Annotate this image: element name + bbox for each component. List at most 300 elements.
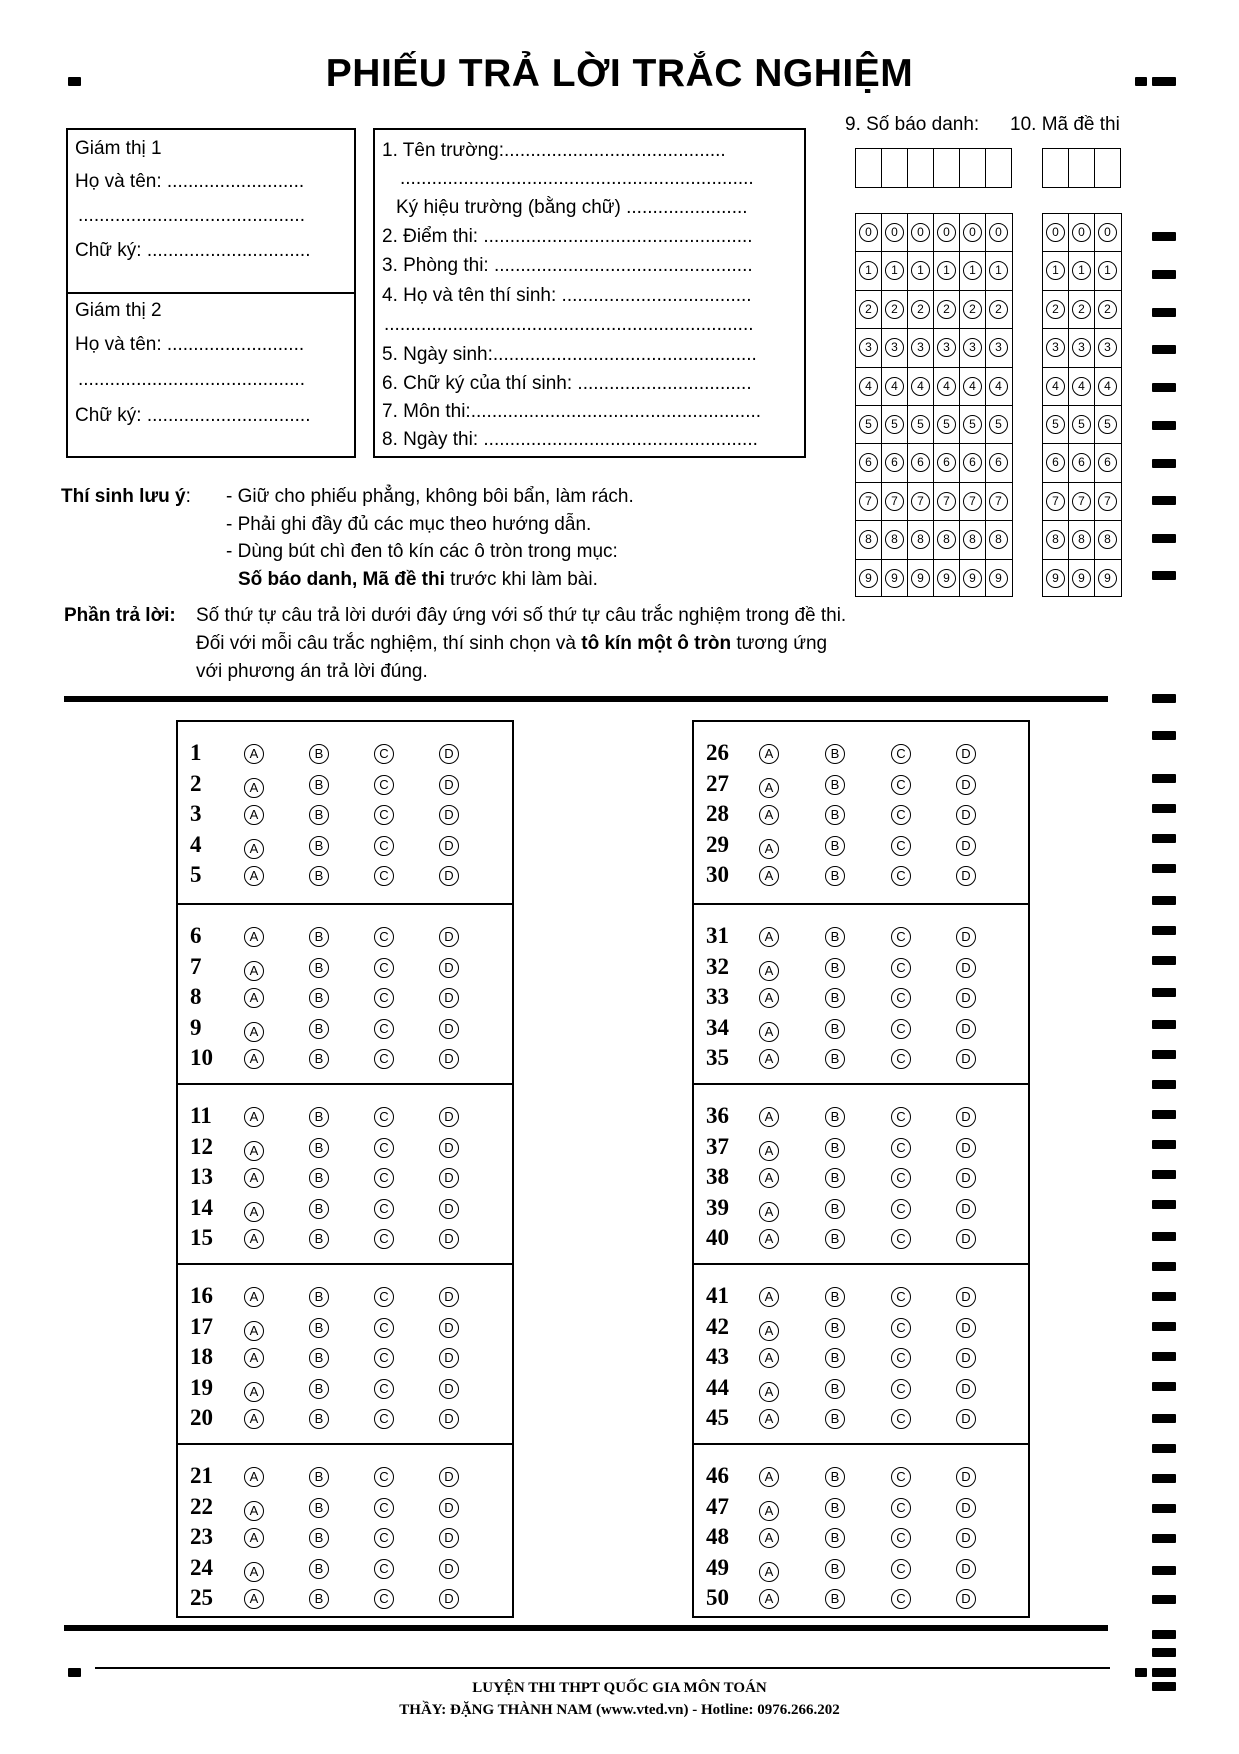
answer-bubble-a[interactable]: A xyxy=(759,1409,779,1429)
made-digit-bubble[interactable]: 8 xyxy=(1098,530,1117,549)
proctor1-sign-field[interactable]: Chữ ký: ............................... xyxy=(75,240,311,261)
sbd-digit-bubble[interactable]: 2 xyxy=(937,300,956,319)
answer-bubble-b[interactable]: B xyxy=(309,1019,329,1039)
made-digit-bubble[interactable]: 3 xyxy=(1072,338,1091,357)
answer-bubble-d[interactable]: D xyxy=(956,866,976,886)
answer-bubble-d[interactable]: D xyxy=(956,1287,976,1307)
sbd-digit-bubble[interactable]: 1 xyxy=(885,261,904,280)
answer-bubble-d[interactable]: D xyxy=(956,1589,976,1609)
answer-bubble-c[interactable]: C xyxy=(891,1498,911,1518)
answer-bubble-a[interactable]: A xyxy=(244,1287,264,1307)
answer-bubble-d[interactable]: D xyxy=(439,1348,459,1368)
sbd-digit-bubble[interactable]: 0 xyxy=(963,223,982,242)
candidate-name-cont[interactable]: ...................................................................... xyxy=(384,314,754,335)
answer-bubble-c[interactable]: C xyxy=(374,1229,394,1249)
school-code-field[interactable]: Ký hiệu trường (bằng chữ) ....................... xyxy=(396,197,748,218)
answer-bubble-a[interactable]: A xyxy=(759,778,779,798)
answer-bubble-d[interactable]: D xyxy=(956,1199,976,1219)
answer-bubble-c[interactable]: C xyxy=(891,1138,911,1158)
answer-bubble-b[interactable]: B xyxy=(825,744,845,764)
answer-bubble-c[interactable]: C xyxy=(891,1049,911,1069)
made-digit-bubble[interactable]: 9 xyxy=(1098,569,1117,588)
answer-bubble-b[interactable]: B xyxy=(825,1498,845,1518)
answer-bubble-b[interactable]: B xyxy=(309,1409,329,1429)
answer-bubble-c[interactable]: C xyxy=(374,1409,394,1429)
sbd-digit-bubble[interactable]: 1 xyxy=(911,261,930,280)
answer-bubble-c[interactable]: C xyxy=(374,1287,394,1307)
answer-bubble-b[interactable]: B xyxy=(309,866,329,886)
sbd-digit-bubble[interactable]: 8 xyxy=(885,530,904,549)
sbd-digit-bubble[interactable]: 1 xyxy=(937,261,956,280)
made-digit-bubble[interactable]: 5 xyxy=(1098,415,1117,434)
answer-bubble-a[interactable]: A xyxy=(244,1409,264,1429)
sbd-digit-bubble[interactable]: 6 xyxy=(911,453,930,472)
answer-bubble-d[interactable]: D xyxy=(439,1168,459,1188)
answer-bubble-c[interactable]: C xyxy=(891,866,911,886)
answer-bubble-c[interactable]: C xyxy=(374,1199,394,1219)
answer-bubble-d[interactable]: D xyxy=(439,1559,459,1579)
answer-bubble-a[interactable]: A xyxy=(244,1141,264,1161)
sbd-digit-bubble[interactable]: 4 xyxy=(911,377,930,396)
answer-bubble-d[interactable]: D xyxy=(439,1019,459,1039)
answer-bubble-a[interactable]: A xyxy=(244,1321,264,1341)
answer-bubble-b[interactable]: B xyxy=(825,1049,845,1069)
sbd-digit-bubble[interactable]: 9 xyxy=(911,569,930,588)
sbd-digit-bubble[interactable]: 1 xyxy=(963,261,982,280)
answer-bubble-a[interactable]: A xyxy=(759,927,779,947)
made-writein-box[interactable] xyxy=(1042,148,1069,188)
answer-bubble-c[interactable]: C xyxy=(891,958,911,978)
answer-bubble-d[interactable]: D xyxy=(439,1528,459,1548)
sbd-digit-bubble[interactable]: 3 xyxy=(859,338,878,357)
made-digit-bubble[interactable]: 8 xyxy=(1072,530,1091,549)
answer-bubble-c[interactable]: C xyxy=(374,988,394,1008)
answer-bubble-b[interactable]: B xyxy=(825,1019,845,1039)
answer-bubble-b[interactable]: B xyxy=(825,1229,845,1249)
answer-bubble-b[interactable]: B xyxy=(309,1348,329,1368)
answer-bubble-c[interactable]: C xyxy=(374,1168,394,1188)
answer-bubble-a[interactable]: A xyxy=(759,1321,779,1341)
made-digit-bubble[interactable]: 2 xyxy=(1098,300,1117,319)
answer-bubble-b[interactable]: B xyxy=(825,927,845,947)
sbd-digit-bubble[interactable]: 1 xyxy=(989,261,1008,280)
sbd-digit-bubble[interactable]: 1 xyxy=(859,261,878,280)
answer-bubble-a[interactable]: A xyxy=(759,744,779,764)
sbd-digit-bubble[interactable]: 2 xyxy=(911,300,930,319)
exam-date-field[interactable]: 8. Ngày thi: .................................................... xyxy=(382,429,758,450)
answer-bubble-b[interactable]: B xyxy=(825,805,845,825)
sbd-digit-bubble[interactable]: 3 xyxy=(885,338,904,357)
answer-bubble-a[interactable]: A xyxy=(759,1107,779,1127)
answer-bubble-b[interactable]: B xyxy=(825,1559,845,1579)
candidate-name-field[interactable]: 4. Họ và tên thí sinh: .................................... xyxy=(382,285,752,306)
answer-bubble-a[interactable]: A xyxy=(244,927,264,947)
answer-bubble-d[interactable]: D xyxy=(956,1168,976,1188)
answer-bubble-a[interactable]: A xyxy=(244,1229,264,1249)
answer-bubble-d[interactable]: D xyxy=(439,1287,459,1307)
answer-bubble-b[interactable]: B xyxy=(825,866,845,886)
answer-bubble-c[interactable]: C xyxy=(374,1528,394,1548)
answer-bubble-c[interactable]: C xyxy=(374,1107,394,1127)
answer-bubble-b[interactable]: B xyxy=(309,1199,329,1219)
answer-bubble-d[interactable]: D xyxy=(439,988,459,1008)
answer-bubble-c[interactable]: C xyxy=(374,958,394,978)
answer-bubble-b[interactable]: B xyxy=(825,1287,845,1307)
made-digit-bubble[interactable]: 3 xyxy=(1046,338,1065,357)
answer-bubble-b[interactable]: B xyxy=(825,1318,845,1338)
answer-bubble-c[interactable]: C xyxy=(374,744,394,764)
answer-bubble-d[interactable]: D xyxy=(439,1049,459,1069)
answer-bubble-a[interactable]: A xyxy=(759,1287,779,1307)
answer-bubble-d[interactable]: D xyxy=(956,1559,976,1579)
answer-bubble-d[interactable]: D xyxy=(956,1318,976,1338)
answer-bubble-b[interactable]: B xyxy=(309,744,329,764)
sbd-writein-box[interactable] xyxy=(855,148,882,188)
school-field[interactable]: 1. Tên trường:.......................................... xyxy=(382,140,726,161)
sbd-digit-bubble[interactable]: 6 xyxy=(859,453,878,472)
answer-bubble-d[interactable]: D xyxy=(956,1138,976,1158)
sbd-digit-bubble[interactable]: 4 xyxy=(937,377,956,396)
room-field[interactable]: 3. Phòng thi: ................................................. xyxy=(382,255,753,276)
answer-bubble-c[interactable]: C xyxy=(374,1138,394,1158)
answer-bubble-b[interactable]: B xyxy=(309,836,329,856)
sbd-digit-bubble[interactable]: 6 xyxy=(937,453,956,472)
made-digit-bubble[interactable]: 7 xyxy=(1098,492,1117,511)
answer-bubble-b[interactable]: B xyxy=(309,1107,329,1127)
sbd-digit-bubble[interactable]: 7 xyxy=(859,492,878,511)
answer-bubble-a[interactable]: A xyxy=(759,1501,779,1521)
made-digit-bubble[interactable]: 0 xyxy=(1046,223,1065,242)
answer-bubble-c[interactable]: C xyxy=(374,1318,394,1338)
answer-bubble-d[interactable]: D xyxy=(956,775,976,795)
sbd-digit-bubble[interactable]: 4 xyxy=(859,377,878,396)
answer-bubble-c[interactable]: C xyxy=(374,775,394,795)
answer-bubble-c[interactable]: C xyxy=(374,927,394,947)
sbd-digit-bubble[interactable]: 2 xyxy=(885,300,904,319)
answer-bubble-d[interactable]: D xyxy=(439,744,459,764)
answer-bubble-a[interactable]: A xyxy=(244,1562,264,1582)
sbd-digit-bubble[interactable]: 2 xyxy=(963,300,982,319)
answer-bubble-c[interactable]: C xyxy=(374,866,394,886)
answer-bubble-b[interactable]: B xyxy=(309,1168,329,1188)
answer-bubble-d[interactable]: D xyxy=(439,1409,459,1429)
made-digit-bubble[interactable]: 1 xyxy=(1046,261,1065,280)
sbd-writein-box[interactable] xyxy=(881,148,908,188)
answer-bubble-d[interactable]: D xyxy=(956,1049,976,1069)
answer-bubble-a[interactable]: A xyxy=(759,1562,779,1582)
sbd-digit-bubble[interactable]: 2 xyxy=(989,300,1008,319)
sbd-digit-bubble[interactable]: 5 xyxy=(937,415,956,434)
answer-bubble-b[interactable]: B xyxy=(825,958,845,978)
answer-bubble-b[interactable]: B xyxy=(309,1498,329,1518)
made-digit-bubble[interactable]: 5 xyxy=(1046,415,1065,434)
answer-bubble-b[interactable]: B xyxy=(309,1229,329,1249)
exam-site-field[interactable]: 2. Điểm thi: ................................................... xyxy=(382,226,753,247)
answer-bubble-d[interactable]: D xyxy=(439,1467,459,1487)
proctor2-name-field[interactable]: Họ và tên: .......................... xyxy=(75,334,305,355)
answer-bubble-d[interactable]: D xyxy=(956,1348,976,1368)
sbd-digit-bubble[interactable]: 7 xyxy=(963,492,982,511)
answer-bubble-b[interactable]: B xyxy=(309,958,329,978)
answer-bubble-d[interactable]: D xyxy=(439,1229,459,1249)
answer-bubble-b[interactable]: B xyxy=(825,1199,845,1219)
answer-bubble-a[interactable]: A xyxy=(244,1589,264,1609)
answer-bubble-c[interactable]: C xyxy=(891,836,911,856)
answer-bubble-d[interactable]: D xyxy=(956,836,976,856)
made-digit-bubble[interactable]: 7 xyxy=(1072,492,1091,511)
answer-bubble-b[interactable]: B xyxy=(309,1467,329,1487)
answer-bubble-b[interactable]: B xyxy=(825,1379,845,1399)
answer-bubble-a[interactable]: A xyxy=(759,988,779,1008)
sbd-digit-bubble[interactable]: 7 xyxy=(989,492,1008,511)
sbd-writein-box[interactable] xyxy=(959,148,986,188)
answer-bubble-a[interactable]: A xyxy=(244,1022,264,1042)
made-digit-bubble[interactable]: 5 xyxy=(1072,415,1091,434)
answer-bubble-a[interactable]: A xyxy=(759,1229,779,1249)
answer-bubble-c[interactable]: C xyxy=(891,775,911,795)
made-digit-bubble[interactable]: 7 xyxy=(1046,492,1065,511)
answer-bubble-b[interactable]: B xyxy=(825,988,845,1008)
answer-bubble-c[interactable]: C xyxy=(891,1168,911,1188)
answer-bubble-a[interactable]: A xyxy=(759,1022,779,1042)
answer-bubble-a[interactable]: A xyxy=(759,1467,779,1487)
sbd-digit-bubble[interactable]: 0 xyxy=(885,223,904,242)
made-digit-bubble[interactable]: 9 xyxy=(1072,569,1091,588)
sbd-digit-bubble[interactable]: 4 xyxy=(989,377,1008,396)
sbd-digit-bubble[interactable]: 5 xyxy=(885,415,904,434)
answer-bubble-b[interactable]: B xyxy=(309,775,329,795)
sbd-digit-bubble[interactable]: 5 xyxy=(963,415,982,434)
candidate-signature-field[interactable]: 6. Chữ ký của thí sinh: ................................. xyxy=(382,373,752,394)
answer-bubble-a[interactable]: A xyxy=(759,839,779,859)
sbd-digit-bubble[interactable]: 9 xyxy=(963,569,982,588)
answer-bubble-d[interactable]: D xyxy=(439,1589,459,1609)
answer-bubble-a[interactable]: A xyxy=(244,778,264,798)
answer-bubble-d[interactable]: D xyxy=(439,805,459,825)
answer-bubble-c[interactable]: C xyxy=(891,1019,911,1039)
sbd-digit-bubble[interactable]: 4 xyxy=(963,377,982,396)
answer-bubble-c[interactable]: C xyxy=(374,1348,394,1368)
sbd-digit-bubble[interactable]: 9 xyxy=(859,569,878,588)
sbd-digit-bubble[interactable]: 9 xyxy=(937,569,956,588)
answer-bubble-d[interactable]: D xyxy=(439,1498,459,1518)
answer-bubble-d[interactable]: D xyxy=(439,1199,459,1219)
answer-bubble-c[interactable]: C xyxy=(374,1589,394,1609)
made-digit-bubble[interactable]: 3 xyxy=(1098,338,1117,357)
answer-bubble-a[interactable]: A xyxy=(244,1528,264,1548)
answer-bubble-a[interactable]: A xyxy=(759,866,779,886)
answer-bubble-a[interactable]: A xyxy=(759,1202,779,1222)
answer-bubble-b[interactable]: B xyxy=(825,1107,845,1127)
sbd-digit-bubble[interactable]: 7 xyxy=(937,492,956,511)
answer-bubble-d[interactable]: D xyxy=(956,1498,976,1518)
sbd-digit-bubble[interactable]: 2 xyxy=(859,300,878,319)
answer-bubble-a[interactable]: A xyxy=(759,1528,779,1548)
answer-bubble-a[interactable]: A xyxy=(244,1382,264,1402)
sbd-digit-bubble[interactable]: 9 xyxy=(989,569,1008,588)
answer-bubble-a[interactable]: A xyxy=(244,805,264,825)
answer-bubble-d[interactable]: D xyxy=(956,1229,976,1249)
answer-bubble-c[interactable]: C xyxy=(891,1229,911,1249)
proctor2-blank-line[interactable]: ........................................... xyxy=(78,369,305,390)
answer-bubble-c[interactable]: C xyxy=(891,988,911,1008)
sbd-writein-box[interactable] xyxy=(907,148,934,188)
answer-bubble-a[interactable]: A xyxy=(244,1501,264,1521)
answer-bubble-b[interactable]: B xyxy=(309,1138,329,1158)
answer-bubble-c[interactable]: C xyxy=(891,1318,911,1338)
answer-bubble-d[interactable]: D xyxy=(956,1467,976,1487)
answer-bubble-a[interactable]: A xyxy=(759,1348,779,1368)
answer-bubble-c[interactable]: C xyxy=(374,1559,394,1579)
answer-bubble-d[interactable]: D xyxy=(439,1379,459,1399)
sbd-digit-bubble[interactable]: 3 xyxy=(963,338,982,357)
answer-bubble-a[interactable]: A xyxy=(244,1049,264,1069)
answer-bubble-a[interactable]: A xyxy=(759,1382,779,1402)
answer-bubble-a[interactable]: A xyxy=(244,839,264,859)
answer-bubble-d[interactable]: D xyxy=(956,927,976,947)
answer-bubble-b[interactable]: B xyxy=(309,1528,329,1548)
answer-bubble-b[interactable]: B xyxy=(309,1287,329,1307)
answer-bubble-a[interactable]: A xyxy=(244,1202,264,1222)
answer-bubble-d[interactable]: D xyxy=(956,744,976,764)
answer-bubble-c[interactable]: C xyxy=(374,1379,394,1399)
answer-bubble-b[interactable]: B xyxy=(309,1049,329,1069)
answer-bubble-b[interactable]: B xyxy=(309,1559,329,1579)
answer-bubble-c[interactable]: C xyxy=(891,1559,911,1579)
answer-bubble-b[interactable]: B xyxy=(825,836,845,856)
sbd-digit-bubble[interactable]: 3 xyxy=(989,338,1008,357)
sbd-digit-bubble[interactable]: 0 xyxy=(937,223,956,242)
answer-bubble-b[interactable]: B xyxy=(309,805,329,825)
answer-bubble-d[interactable]: D xyxy=(956,1528,976,1548)
sbd-digit-bubble[interactable]: 8 xyxy=(859,530,878,549)
answer-bubble-c[interactable]: C xyxy=(891,1348,911,1368)
made-digit-bubble[interactable]: 0 xyxy=(1098,223,1117,242)
proctor1-name-field[interactable]: Họ và tên: .......................... xyxy=(75,171,305,192)
answer-bubble-a[interactable]: A xyxy=(244,1348,264,1368)
school-field-cont[interactable]: ................................................................... xyxy=(400,168,754,189)
made-writein-box[interactable] xyxy=(1094,148,1121,188)
answer-bubble-d[interactable]: D xyxy=(439,1318,459,1338)
answer-bubble-c[interactable]: C xyxy=(891,805,911,825)
answer-bubble-b[interactable]: B xyxy=(309,927,329,947)
answer-bubble-d[interactable]: D xyxy=(439,775,459,795)
made-writein-box[interactable] xyxy=(1068,148,1095,188)
sbd-digit-bubble[interactable]: 8 xyxy=(911,530,930,549)
answer-bubble-c[interactable]: C xyxy=(891,1199,911,1219)
answer-bubble-b[interactable]: B xyxy=(825,1138,845,1158)
sbd-digit-bubble[interactable]: 3 xyxy=(911,338,930,357)
answer-bubble-a[interactable]: A xyxy=(759,1049,779,1069)
answer-bubble-d[interactable]: D xyxy=(956,1019,976,1039)
proctor1-blank-line[interactable]: ........................................... xyxy=(78,205,305,226)
answer-bubble-a[interactable]: A xyxy=(759,1168,779,1188)
made-digit-bubble[interactable]: 6 xyxy=(1098,453,1117,472)
answer-bubble-d[interactable]: D xyxy=(439,1138,459,1158)
answer-bubble-b[interactable]: B xyxy=(825,1168,845,1188)
answer-bubble-a[interactable]: A xyxy=(759,805,779,825)
sbd-digit-bubble[interactable]: 6 xyxy=(989,453,1008,472)
answer-bubble-d[interactable]: D xyxy=(956,958,976,978)
made-digit-bubble[interactable]: 1 xyxy=(1098,261,1117,280)
sbd-digit-bubble[interactable]: 7 xyxy=(885,492,904,511)
answer-bubble-b[interactable]: B xyxy=(309,1379,329,1399)
answer-bubble-b[interactable]: B xyxy=(825,1528,845,1548)
sbd-digit-bubble[interactable]: 9 xyxy=(885,569,904,588)
answer-bubble-c[interactable]: C xyxy=(374,1498,394,1518)
made-digit-bubble[interactable]: 0 xyxy=(1072,223,1091,242)
answer-bubble-b[interactable]: B xyxy=(309,988,329,1008)
answer-bubble-d[interactable]: D xyxy=(439,927,459,947)
made-digit-bubble[interactable]: 8 xyxy=(1046,530,1065,549)
answer-bubble-b[interactable]: B xyxy=(825,1589,845,1609)
sbd-digit-bubble[interactable]: 5 xyxy=(911,415,930,434)
made-digit-bubble[interactable]: 1 xyxy=(1072,261,1091,280)
answer-bubble-a[interactable]: A xyxy=(759,1589,779,1609)
sbd-writein-box[interactable] xyxy=(933,148,960,188)
made-digit-bubble[interactable]: 6 xyxy=(1072,453,1091,472)
answer-bubble-c[interactable]: C xyxy=(374,1049,394,1069)
answer-bubble-c[interactable]: C xyxy=(891,1467,911,1487)
sbd-digit-bubble[interactable]: 6 xyxy=(963,453,982,472)
sbd-digit-bubble[interactable]: 8 xyxy=(989,530,1008,549)
answer-bubble-d[interactable]: D xyxy=(439,836,459,856)
dob-field[interactable]: 5. Ngày sinh:.................................................. xyxy=(382,344,757,365)
proctor2-sign-field[interactable]: Chữ ký: ............................... xyxy=(75,405,311,426)
sbd-digit-bubble[interactable]: 8 xyxy=(937,530,956,549)
answer-bubble-c[interactable]: C xyxy=(891,1379,911,1399)
answer-bubble-c[interactable]: C xyxy=(374,836,394,856)
sbd-digit-bubble[interactable]: 6 xyxy=(885,453,904,472)
answer-bubble-d[interactable]: D xyxy=(439,958,459,978)
sbd-digit-bubble[interactable]: 5 xyxy=(989,415,1008,434)
answer-bubble-a[interactable]: A xyxy=(244,961,264,981)
made-digit-bubble[interactable]: 6 xyxy=(1046,453,1065,472)
answer-bubble-c[interactable]: C xyxy=(374,805,394,825)
answer-bubble-a[interactable]: A xyxy=(244,1107,264,1127)
sbd-digit-bubble[interactable]: 5 xyxy=(859,415,878,434)
answer-bubble-d[interactable]: D xyxy=(956,988,976,1008)
answer-bubble-a[interactable]: A xyxy=(244,988,264,1008)
answer-bubble-a[interactable]: A xyxy=(244,1467,264,1487)
answer-bubble-d[interactable]: D xyxy=(439,1107,459,1127)
answer-bubble-d[interactable]: D xyxy=(956,1379,976,1399)
answer-bubble-a[interactable]: A xyxy=(244,744,264,764)
sbd-digit-bubble[interactable]: 0 xyxy=(989,223,1008,242)
answer-bubble-b[interactable]: B xyxy=(825,1348,845,1368)
sbd-digit-bubble[interactable]: 3 xyxy=(937,338,956,357)
answer-bubble-c[interactable]: C xyxy=(374,1019,394,1039)
answer-bubble-c[interactable]: C xyxy=(891,1107,911,1127)
sbd-digit-bubble[interactable]: 8 xyxy=(963,530,982,549)
answer-bubble-b[interactable]: B xyxy=(825,1467,845,1487)
made-digit-bubble[interactable]: 2 xyxy=(1072,300,1091,319)
answer-bubble-c[interactable]: C xyxy=(891,927,911,947)
answer-bubble-c[interactable]: C xyxy=(891,1287,911,1307)
sbd-digit-bubble[interactable]: 0 xyxy=(859,223,878,242)
answer-bubble-b[interactable]: B xyxy=(825,1409,845,1429)
sbd-digit-bubble[interactable]: 0 xyxy=(911,223,930,242)
made-digit-bubble[interactable]: 4 xyxy=(1072,377,1091,396)
answer-bubble-d[interactable]: D xyxy=(956,1107,976,1127)
answer-bubble-d[interactable]: D xyxy=(956,1409,976,1429)
sbd-digit-bubble[interactable]: 4 xyxy=(885,377,904,396)
answer-bubble-c[interactable]: C xyxy=(891,1528,911,1548)
answer-bubble-c[interactable]: C xyxy=(891,1409,911,1429)
answer-bubble-b[interactable]: B xyxy=(825,775,845,795)
made-digit-bubble[interactable]: 4 xyxy=(1046,377,1065,396)
answer-bubble-a[interactable]: A xyxy=(759,961,779,981)
